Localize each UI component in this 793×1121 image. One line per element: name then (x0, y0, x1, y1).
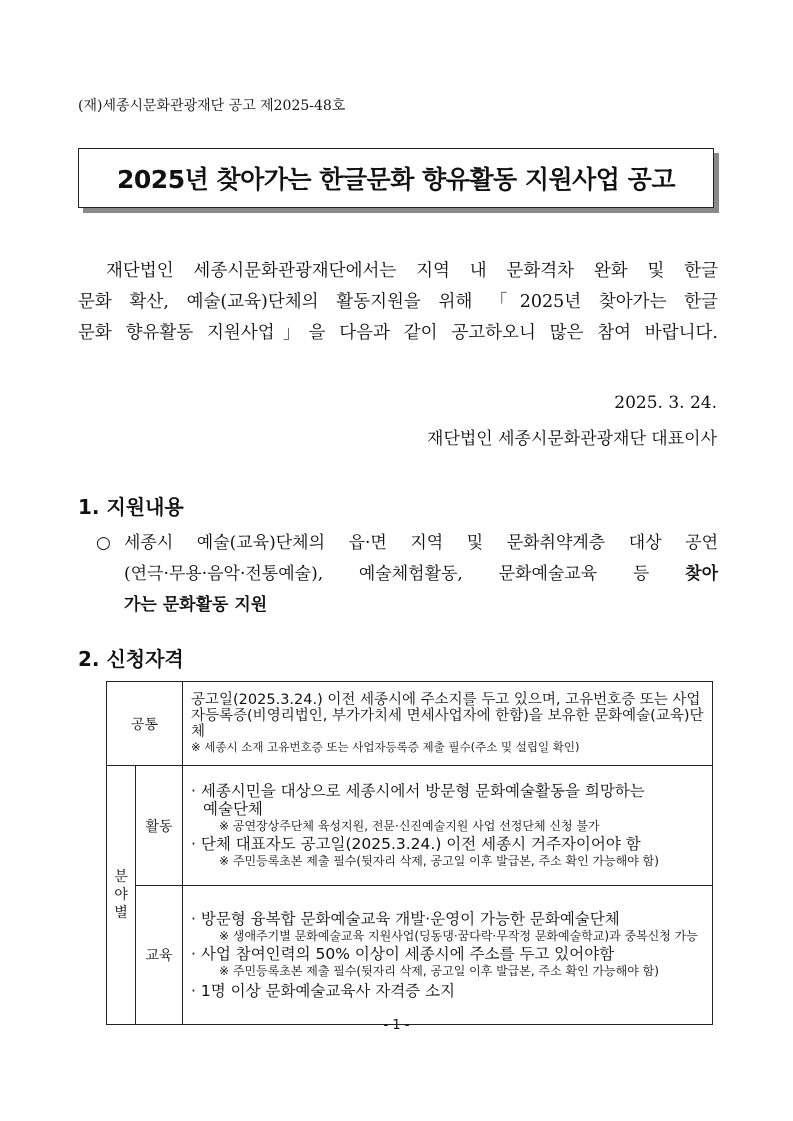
bullet-line (124, 559, 718, 590)
by-field-char: 야 (114, 887, 128, 903)
bullet-bold-line: 가는 문화활동 지원 (124, 595, 268, 615)
row-label-by-field (107, 766, 136, 1025)
row-label-common: 공통 (107, 682, 183, 766)
table-row (107, 886, 713, 1025)
education-item-text: · 1명 이상 문화예술교육사 자격증 소지 (191, 982, 456, 1000)
activity-cell (183, 766, 713, 886)
section-heading-eligibility: 2. 신청자격 (78, 647, 184, 671)
intro-line: 재단법인 세종시문화관광재단에서는 지역 내 문화격차 완화 및 한글 (106, 261, 718, 281)
issuer: 재단법인 세종시문화관광재단 대표이사 (427, 429, 717, 449)
bullet-bold-text: 찾아 (685, 564, 718, 584)
notice-number: (재)세종시문화관광재단 공고 제2025-48호 (78, 98, 346, 114)
common-text: 공고일(2025.3.24.) 이전 세종시에 주소지를 두고 있으며, 고유번호증 또는 사업자등록증(비영리법인, 부가가치세 면세사업자에 한함)을 보유한 문화예술(교육)단체 (191, 692, 704, 740)
education-item-note: ※ 주민등록초본 제출 필수(뒷자리 삭제, 공고일 이후 발급본, 주소 확인 가능해야 함) (219, 964, 659, 978)
activity-item-note: ※ 공연장상주단체 육성지원, 전문·신진예술지원 사업 선정단체 신청 불가 (219, 818, 600, 833)
table-row (107, 766, 713, 886)
by-field-char: 별 (114, 905, 128, 921)
eligibility-table (106, 681, 713, 1025)
row-label-activity: 활동 (136, 766, 183, 886)
intro-line: 문화 확산, 예술(교육)단체의 활동지원을 위해 「2025년 찾아가는 한글 (78, 292, 718, 312)
activity-item-cont: 예술단체 (203, 799, 263, 818)
by-field-char: 분 (114, 869, 128, 885)
circle-bullet-icon: ○ (96, 533, 111, 553)
page-title: 2025년 찾아가는 한글문화 향유활동 지원사업 공고 (117, 165, 675, 194)
intro-paragraph (78, 256, 718, 349)
bullet-line: 세종시 예술(교육)단체의 읍·면 지역 및 문화취약계층 대상 공연 (124, 533, 718, 553)
list-item (191, 782, 706, 818)
notice-date: 2025. 3. 24. (614, 393, 717, 413)
table-row (107, 682, 713, 766)
activity-item-note: ※ 주민등록초본 제출 필수(뒷자리 삭제, 공고일 이후 발급본, 주소 확인 가능해야 함) (219, 853, 659, 868)
bullet-text: (연극·무용·음악·전통예술), 예술체험활동, 문화예술교육 등 (124, 564, 686, 584)
education-cell (183, 886, 713, 1025)
activity-item-text: · 단체 대표자도 공고일(2025.3.24.) 이전 세종시 거주자이어야 함 (191, 834, 641, 853)
page-number: - 1 - (383, 1018, 410, 1033)
support-bullet (96, 528, 718, 621)
activity-item-text: · 세종시민을 대상으로 세종시에서 방문형 문화예술활동을 희망하는 (191, 781, 645, 800)
list-item (191, 835, 706, 853)
section-heading-support: 1. 지원내용 (78, 495, 184, 519)
common-cell (183, 682, 713, 766)
row-label-education: 교육 (136, 886, 183, 1025)
intro-line: 문화 향유활동 지원사업」을 다음과 같이 공고하오니 많은 참여 바랍니다. (78, 323, 718, 343)
title-box (78, 148, 714, 208)
education-item-text: · 사업 참여인력의 50% 이상이 세종시에 주소를 두고 있어야함 (191, 945, 615, 963)
education-item-text: · 방문형 융복합 문화예술교육 개발·운영이 가능한 문화예술단체 (191, 910, 620, 928)
education-item-note: ※ 생애주기별 문화예술교육 지원사업(딩동댕·꿈다락·무작정 문화예술학교)과 중복신청 가능 (219, 929, 698, 943)
common-note: ※ 세종시 소재 고유번호증 또는 사업자등록증 제출 필수(주소 및 설립일 확인) (191, 740, 580, 754)
